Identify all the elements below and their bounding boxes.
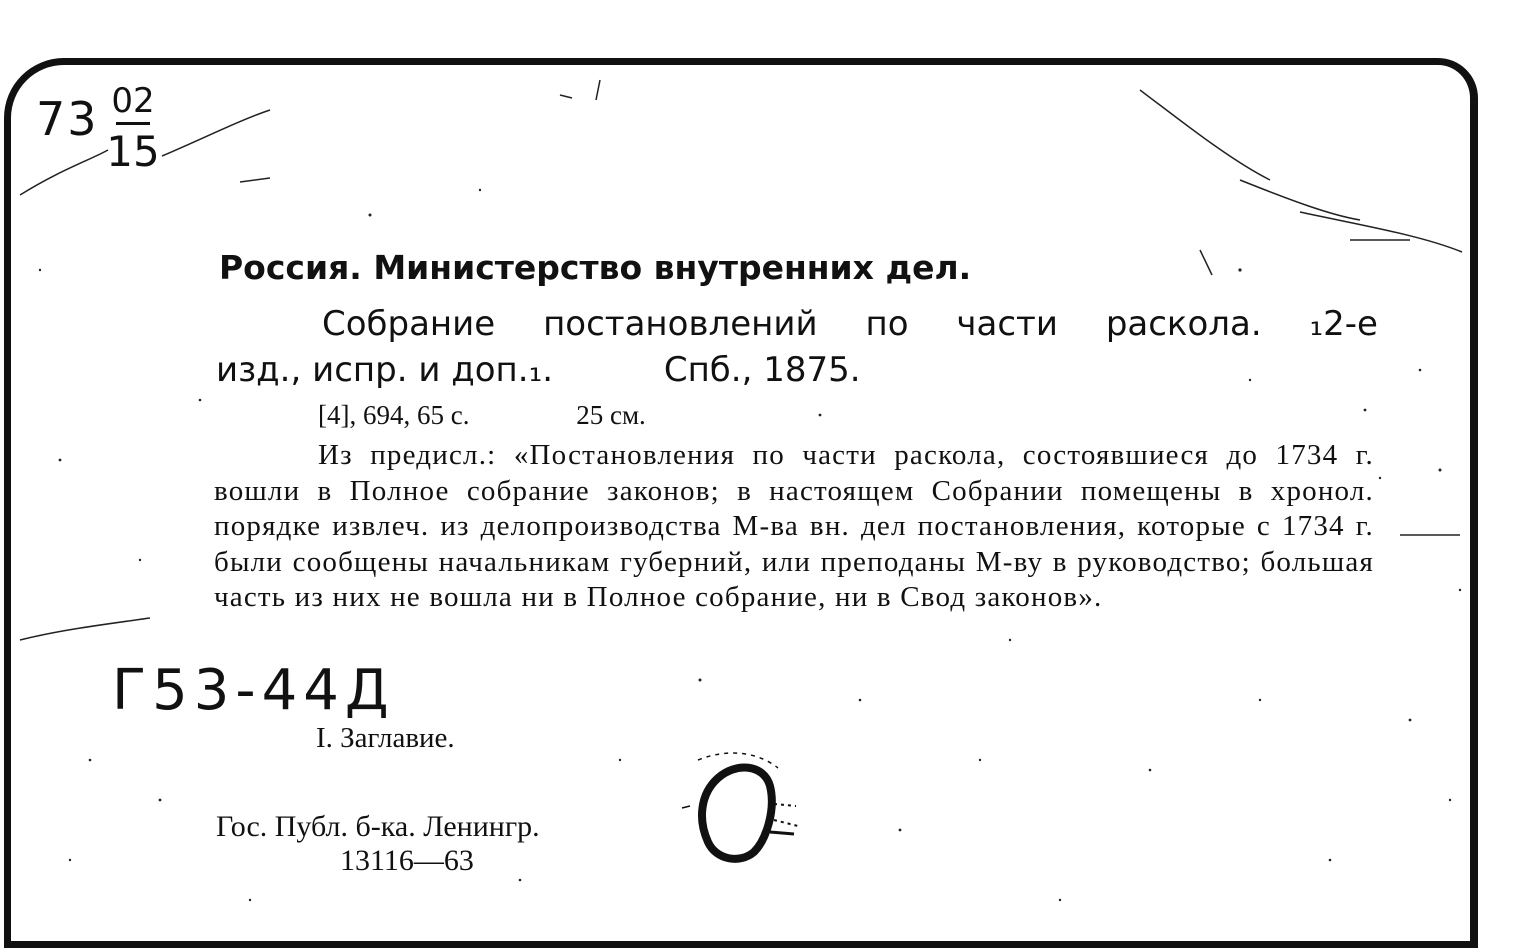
tracing: I. Заглавие. — [316, 722, 455, 754]
handwritten-shelf-number: 73 — [36, 92, 99, 146]
edition-statement: изд., испр. и доп.₁. — [216, 350, 554, 390]
handwritten-call-number: Г53-44Д — [112, 658, 395, 723]
card-source — [216, 810, 540, 878]
dimensions: 25 см. — [576, 400, 646, 430]
library-stamp — [678, 748, 808, 878]
title-word: ₁2-е — [1309, 304, 1378, 344]
pagination: [4], 694, 65 с. — [318, 400, 470, 430]
handwritten-shelf-fraction — [106, 81, 160, 176]
card-heading: Россия. Министерство внутренних дел. — [219, 248, 972, 287]
title-line-2 — [216, 350, 861, 390]
shelf-fraction-top: 02 — [111, 81, 155, 121]
preface-note: Из предисл.: «Постановления по части раскола, состоявшиеся до 1734 г. вошли в Полное собрание законов; в настоящем Собрании помещены в хронол. порядке извлеч. из делопроизводства М-ва вн. дел постановления, которые с 1734 г. были сообщены начальникам губерний, или преподаны М-ву в руководство; большая часть из них не вошла ни в Полное собрание, ни в Свод законов». — [214, 439, 1374, 613]
source-number: 13116—63 — [340, 844, 474, 877]
title-word: раскола. — [1105, 304, 1262, 344]
title-word: Собрание — [322, 304, 496, 344]
title-word: постановлений — [543, 304, 818, 344]
place-year: Спб., 1875. — [663, 350, 861, 390]
title-word: по — [865, 304, 909, 344]
collation-line — [318, 400, 646, 431]
fraction-bar — [116, 122, 150, 125]
source-library: Гос. Публ. б-ка. Ленингр. — [216, 810, 540, 843]
shelf-fraction-bottom: 15 — [106, 127, 160, 176]
title-word: части — [956, 304, 1058, 344]
title-line-1 — [322, 304, 1378, 344]
